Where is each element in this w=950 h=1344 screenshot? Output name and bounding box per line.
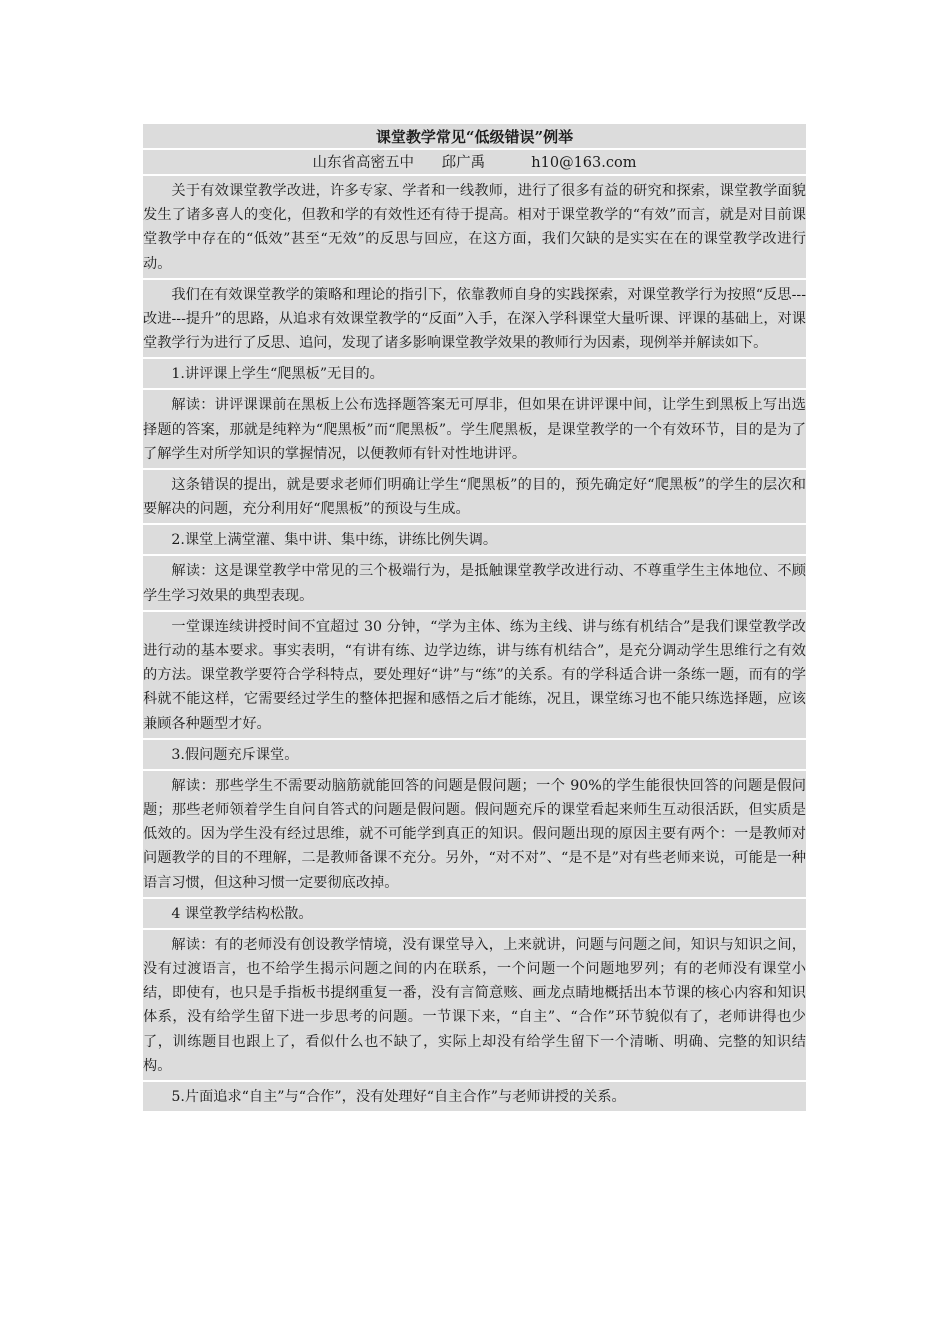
author-line: 山东省高密五中 邱广禹 h10@163.com [143,150,806,176]
section-heading-2: 2.课堂上满堂灌、集中讲、集中练，讲练比例失调。 [143,525,806,556]
paragraph-note-1: 这条错误的提出，就是要求老师们明确让学生“爬黑板”的目的，预先确定好“爬黑板”的学生的层次和要解决的问题，充分利用好“爬黑板”的预设与生成。 [143,470,806,525]
paragraph-note-2: 一堂课连续讲授时间不宜超过 30 分钟，“学为主体、练为主线、讲与练有机结合”是我们课堂教学改进行动的基本要求。事实表明，“有讲有练、边学边练，讲与练有机结合”，是充分调动学生思维行之有效的方法。课堂教学要符合学科特点，要处理好“讲”与“练”的关系。有的学科适合讲一条练一题，而有的学科就不能这样，它需要经过学生的整体把握和感悟之后才能练，况且，课堂练习也不能只练选择题，应该兼顾各种题型才好。 [143,612,806,740]
paragraph-explanation-4: 解读：有的老师没有创设教学情境，没有课堂导入，上来就讲，问题与问题之间，知识与知识之间，没有过渡语言，也不给学生揭示问题之间的内在联系，一个问题一个问题地罗列；有的老师没有课堂小结，即使有，也只是手指板书提纲重复一番，没有言简意赅、画龙点睛地概括出本节课的核心内容和知识体系，没有给学生留下进一步思考的问题。一节课下来，“自主”、“合作”环节貌似有了，老师讲得也少了，训练题目也跟上了，看似什么也不缺了，实际上却没有给学生留下一个清晰、明确、完整的知识结构。 [143,930,806,1082]
paragraph-explanation-1: 解读：讲评课课前在黑板上公布选择题答案无可厚非，但如果在讲评课中间，让学生到黑板上写出选择题的答案，那就是纯粹为“爬黑板”而“爬黑板”。学生爬黑板，是课堂教学的一个有效环节，目的是为了了解学生对所学知识的掌握情况，以便教师有针对性地讲评。 [143,390,806,470]
document-title: 课堂教学常见“低级错误”例举 [143,124,806,150]
section-heading-3: 3.假问题充斥课堂。 [143,740,806,771]
document-page [143,124,806,1113]
paragraph-explanation-2: 解读：这是课堂教学中常见的三个极端行为，是抵触课堂教学改进行动、不尊重学生主体地位、不顾学生学习效果的典型表现。 [143,556,806,611]
paragraph-intro-1: 关于有效课堂教学改进，许多专家、学者和一线教师，进行了很多有益的研究和探索，课堂教学面貌发生了诸多喜人的变化，但教和学的有效性还有待于提高。相对于课堂教学的“有效”而言，就是对目前课堂教学中存在的“低效”甚至“无效”的反思与回应，在这方面，我们欠缺的是实实在在的课堂教学改进行动。 [143,176,806,280]
paragraph-explanation-3: 解读：那些学生不需要动脑筋就能回答的问题是假问题；一个 90%的学生能很快回答的问题是假问题；那些老师领着学生自问自答式的问题是假问题。假问题充斥的课堂看起来师生互动很活跃，但实质是低效的。因为学生没有经过思维，就不可能学到真正的知识。假问题出现的原因主要有两个：一是教师对问题教学的目的不理解，二是教师备课不充分。另外，“对不对”、“是不是”对有些老师来说，可能是一种语言习惯，但这种习惯一定要彻底改掉。 [143,771,806,899]
section-heading-1: 1.讲评课上学生“爬黑板”无目的。 [143,359,806,390]
section-heading-5: 5.片面追求“自主”与“合作”，没有处理好“自主合作”与老师讲授的关系。 [143,1082,806,1113]
paragraph-intro-2: 我们在有效课堂教学的策略和理论的指引下，依靠教师自身的实践探索，对课堂教学行为按照“反思---改进---提升”的思路，从追求有效课堂教学的“反面”入手，在深入学科课堂大量听课、评课的基础上，对课堂教学行为进行了反思、追问，发现了诸多影响课堂教学效果的教师行为因素，现例举并解读如下。 [143,280,806,360]
section-heading-4: 4 课堂教学结构松散。 [143,899,806,930]
